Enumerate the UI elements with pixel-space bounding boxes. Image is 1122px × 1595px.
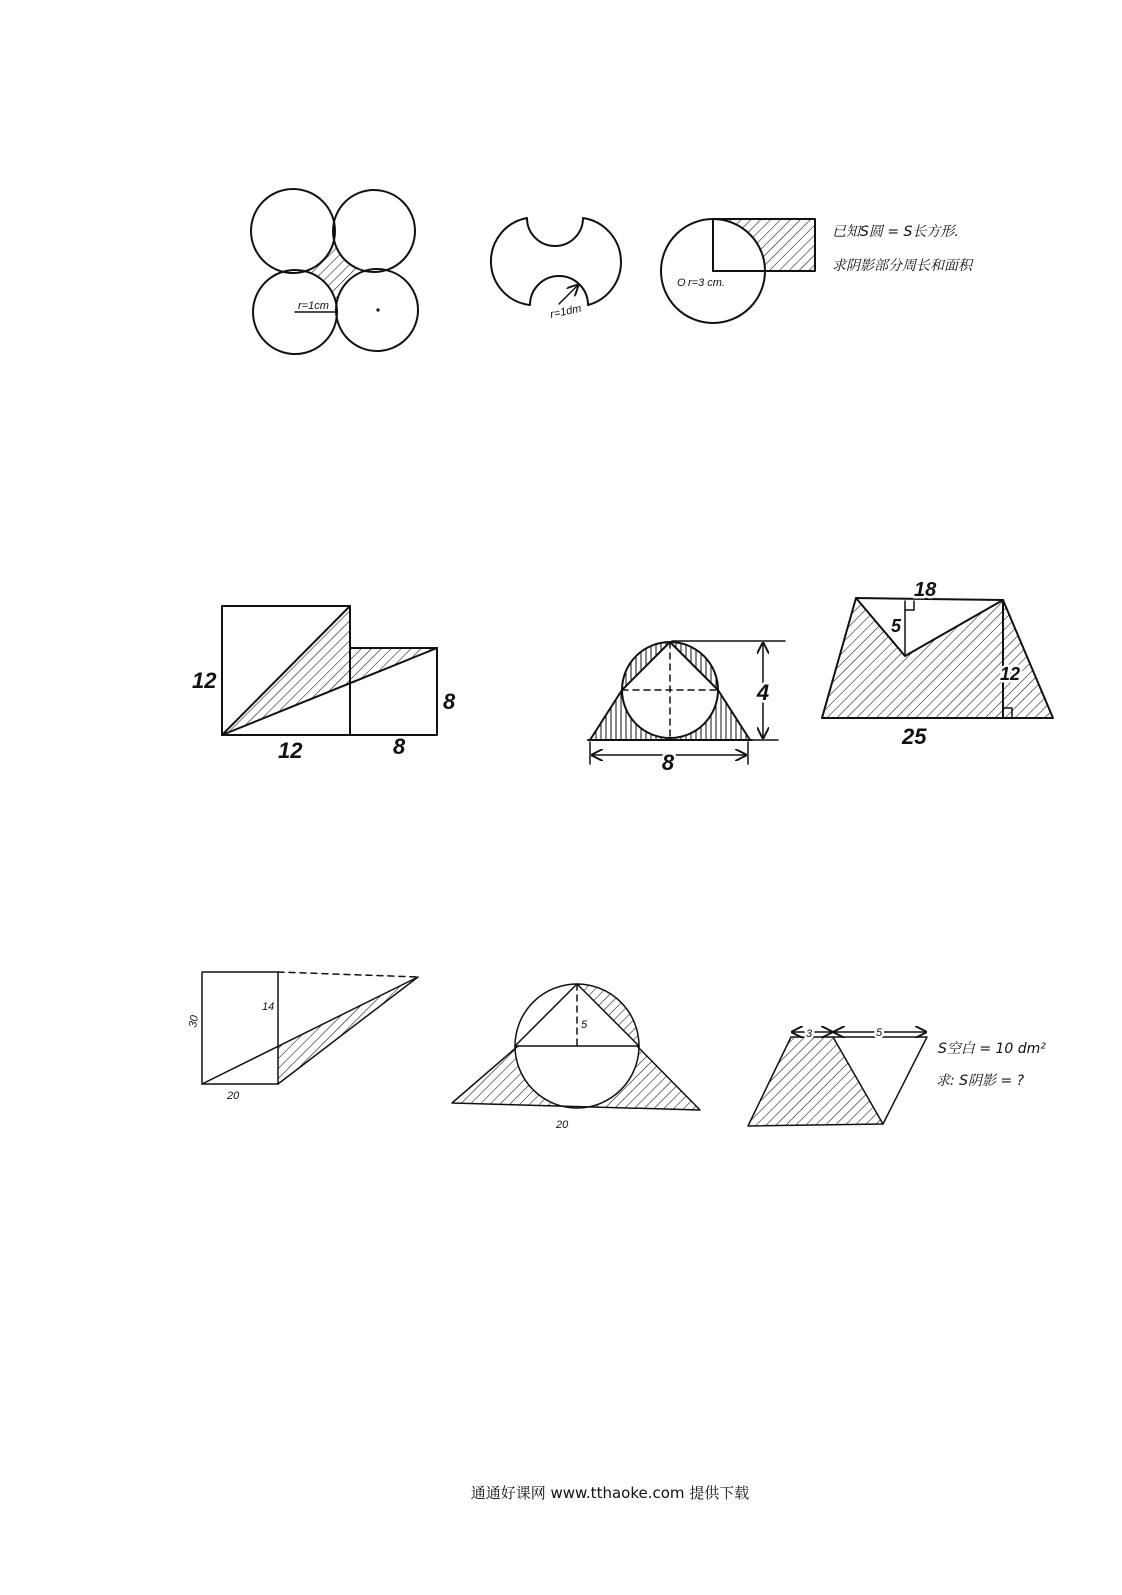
- base-label: 20: [556, 1119, 569, 1131]
- radius-label: r=1dm: [549, 302, 583, 321]
- small-base-label: 8: [393, 734, 406, 759]
- given-area-text: S空白 = 10 dm²: [938, 1041, 1046, 1057]
- height-label: 12: [1000, 664, 1021, 684]
- width-label: 20: [227, 1090, 240, 1102]
- small-side-label: 8: [443, 689, 456, 714]
- right-top-label: 5: [876, 1027, 883, 1039]
- footer-text: 通通好课网 www.tthaoke.com 提供下载: [470, 1484, 750, 1502]
- note-given: 已知S圆 = S长方形.: [832, 224, 959, 240]
- large-side-label: 12: [192, 668, 217, 693]
- center-dot: [376, 308, 379, 311]
- v-depth-label: 5: [891, 616, 902, 636]
- segment-label: 14: [262, 1001, 275, 1013]
- radius-label: r=3 cm.: [688, 277, 725, 289]
- left-top-label: 3: [806, 1028, 813, 1040]
- question-text: 求: S阴影 = ?: [936, 1073, 1025, 1089]
- center-label: O: [677, 277, 686, 289]
- large-base-label: 12: [278, 738, 303, 763]
- top-label: 18: [914, 579, 937, 601]
- height-label: 30: [187, 1014, 202, 1029]
- base-label: 8: [661, 750, 675, 775]
- note-question: 求阴影部分周长和面积: [832, 258, 972, 274]
- height-label: 5: [581, 1019, 588, 1031]
- bottom-label: 25: [902, 724, 927, 749]
- height-label: 4: [756, 680, 770, 705]
- radius-label: r=1cm: [298, 300, 329, 312]
